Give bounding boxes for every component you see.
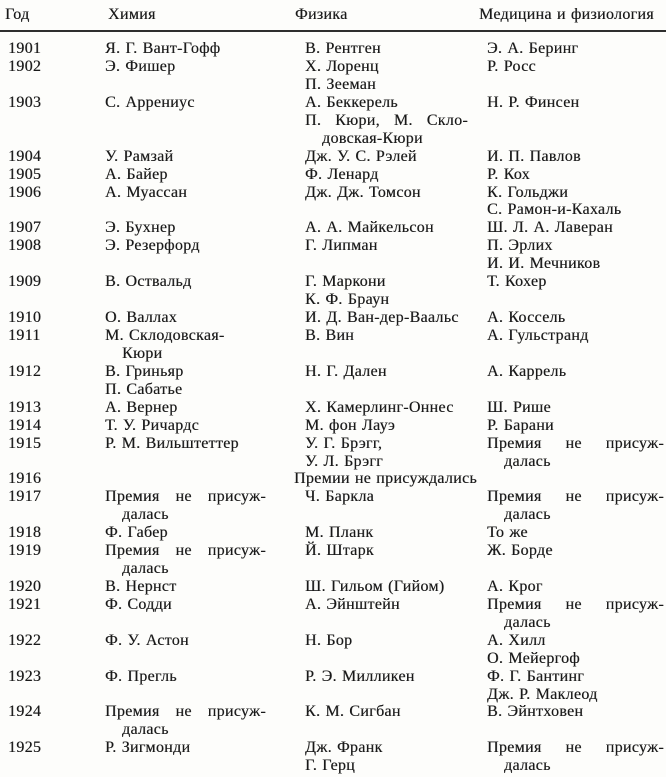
laureate-name: Ж. Борде (487, 542, 553, 560)
table-row (0, 399, 666, 417)
laureate-name: У. Л. Брэгг (305, 452, 384, 470)
physics-cell (305, 166, 487, 184)
medicine-cell (487, 94, 666, 112)
laureate-name: В. Гриньяр (105, 362, 184, 380)
year-cell: 1916 (8, 470, 42, 488)
not-awarded-note: Премия не присуж- (487, 434, 664, 452)
medicine-cell (487, 237, 666, 273)
physics-cell (305, 632, 487, 650)
medicine-cell (487, 668, 666, 704)
table-row (0, 184, 666, 220)
laureate-name: В. Рентген (305, 40, 381, 57)
physics-cell (305, 435, 487, 471)
medicine-cell (487, 219, 666, 237)
medicine-cell (487, 363, 666, 381)
table-row (0, 40, 666, 58)
laureate-name: Ф. Г. Бантинг (487, 667, 585, 685)
laureate-name: А. Вернер (105, 398, 178, 416)
not-awarded-note: То же (487, 524, 528, 542)
medicine-cell (487, 435, 666, 471)
laureate-name: Ф. Содди (105, 596, 172, 614)
year-cell: 1922 (8, 631, 42, 649)
laureate-name: Э. А. Беринг (487, 40, 579, 57)
medicine-cell (487, 542, 666, 560)
not-awarded-note: Премия не присуж- (487, 739, 664, 757)
laureate-name: Г. Липман (305, 237, 378, 255)
physics-cell (305, 273, 487, 309)
year-cell: 1915 (8, 434, 42, 452)
table-row (0, 578, 666, 596)
medicine-cell (487, 596, 666, 632)
chemistry-cell (105, 148, 305, 166)
year-cell: 1921 (8, 596, 42, 614)
table-row (0, 94, 666, 148)
not-awarded-note: Премия не присуж- (105, 488, 266, 506)
laureate-name: Т. У. Ричардс (105, 416, 200, 434)
laureate-name: А. Хилл (487, 631, 546, 649)
physics-cell (305, 739, 487, 775)
column-header-medicine: Медицина и физиология (479, 6, 654, 23)
laureate-name: Э. Фишер (105, 58, 176, 75)
table-row (0, 327, 666, 363)
table-row (0, 596, 666, 632)
laureate-name: А. Эйнштейн (305, 596, 400, 614)
laureate-name: Ф. У. Астон (105, 631, 189, 649)
laureate-name: И. П. Павлов (487, 147, 581, 165)
year-cell: 1910 (8, 308, 42, 326)
laureate-name: Кюри (122, 344, 163, 362)
chemistry-cell (105, 488, 305, 524)
laureate-name: А. Байер (105, 165, 168, 183)
chemistry-cell (105, 94, 305, 112)
medicine-cell (487, 488, 666, 524)
laureate-name: Ф. Габер (105, 524, 168, 542)
year-cell: 1901 (8, 40, 42, 57)
physics-cell (305, 309, 487, 327)
medicine-cell (487, 578, 666, 596)
laureate-name: А. Муассан (105, 183, 188, 201)
table-row (0, 166, 666, 184)
laureate-name: Ш. Гильом (Гийом) (305, 578, 445, 596)
physics-cell (305, 40, 487, 58)
laureate-name: Р. Кох (487, 165, 530, 183)
physics-cell (305, 488, 487, 506)
not-awarded-note: далась (122, 506, 169, 524)
laureate-name: И. И. Мечников (487, 255, 601, 273)
chemistry-cell (105, 668, 305, 686)
chemistry-cell (105, 219, 305, 237)
laureate-name: А. А. Майкельсон (305, 219, 434, 237)
physics-cell (305, 363, 487, 381)
physics-cell (305, 94, 487, 148)
table-row (0, 632, 666, 668)
medicine-cell (487, 58, 666, 76)
laureate-name: Г. Маркони (305, 273, 386, 291)
table-row (0, 524, 666, 542)
table-row (0, 417, 666, 435)
table-row (0, 668, 666, 704)
table-row (0, 219, 666, 237)
medicine-cell (487, 399, 666, 417)
not-awarded-note: далась (122, 560, 169, 578)
table-row (0, 148, 666, 166)
physics-cell (305, 596, 487, 614)
year-cell: 1907 (8, 219, 42, 237)
chemistry-cell (105, 417, 305, 435)
chemistry-cell (105, 273, 305, 291)
column-header-year: Год (5, 6, 30, 23)
year-cell: 1925 (8, 739, 42, 757)
physics-cell (305, 327, 487, 345)
year-cell: 1914 (8, 416, 42, 434)
not-awarded-note: Премии не присуждались (294, 470, 477, 488)
laureate-name: А. Гульстранд (487, 326, 589, 344)
medicine-cell (487, 524, 666, 542)
physics-cell (305, 58, 487, 94)
laureate-name: П. Кюри, М. Скло- (305, 111, 468, 129)
laureate-name: О. Мейергоф (487, 649, 580, 667)
year-cell: 1909 (8, 273, 42, 291)
laureate-name: Х. Камерлинг-Оннес (305, 398, 454, 416)
laureate-name: Ш. Л. А. Лаверан (487, 219, 613, 237)
laureate-name: Р. Росс (487, 58, 536, 75)
not-awarded-note: далась (504, 506, 551, 524)
table-row (0, 363, 666, 399)
laureate-name: К. Ф. Браун (305, 291, 390, 309)
not-awarded-note: Премия не присуж- (105, 703, 266, 721)
laureate-name: Н. Г. Дален (305, 362, 387, 380)
laureate-name: Дж. Р. Маклеод (487, 685, 598, 703)
year-cell: 1902 (8, 58, 42, 75)
laureate-name: Дж. Дж. Томсон (305, 183, 421, 201)
table-row (0, 542, 666, 578)
year-cell: 1920 (8, 578, 42, 596)
year-cell: 1912 (8, 362, 42, 380)
table-row (0, 435, 666, 471)
laureate-name: А. Коссель (487, 308, 566, 326)
laureate-name: Н. Бор (305, 631, 353, 649)
laureate-name: О. Валлах (105, 308, 178, 326)
physics-cell (305, 668, 487, 686)
laureate-name: А. Каррель (487, 362, 567, 380)
laureate-name: М. Склодовская- (105, 326, 225, 344)
laureate-name: Н. Р. Финсен (487, 93, 580, 111)
laureate-name: Р. Э. Милликен (305, 667, 415, 685)
physics-cell (305, 703, 487, 721)
laureate-name: Р. Барани (487, 416, 554, 434)
medicine-cell (487, 632, 666, 668)
physics-cell (305, 417, 487, 435)
table-row (0, 703, 666, 739)
chemistry-cell (105, 524, 305, 542)
physics-cell (305, 237, 487, 255)
laureate-name: Г. Герц (305, 757, 356, 775)
laureate-name: С. Аррениус (105, 93, 195, 111)
not-awarded-note: Премия не присуж- (487, 596, 664, 614)
physics-cell (305, 542, 487, 560)
laureate-name: П. Сабатье (105, 380, 183, 398)
medicine-cell (487, 148, 666, 166)
laureate-name: Х. Лоренц (305, 58, 379, 75)
chemistry-cell (105, 309, 305, 327)
laureate-name: У. Г. Брэгг, (305, 434, 383, 452)
table-body (0, 32, 666, 775)
year-cell: 1924 (8, 703, 42, 721)
year-cell: 1903 (8, 93, 42, 111)
medicine-cell (487, 184, 666, 220)
year-cell: 1923 (8, 667, 42, 685)
year-cell: 1908 (8, 237, 42, 255)
table-row (0, 58, 666, 94)
medicine-cell (487, 327, 666, 345)
laureate-name: В. Нернст (105, 578, 177, 596)
laureate-name: А. Крог (487, 578, 543, 596)
physics-cell (305, 524, 487, 542)
chemistry-cell (105, 166, 305, 184)
medicine-cell (487, 273, 666, 291)
not-awarded-note: далась (122, 721, 169, 739)
laureate-name: П. Эрлих (487, 237, 553, 255)
chemistry-cell (105, 40, 305, 58)
laureate-name: Р. М. Вильштеттер (105, 434, 239, 452)
laureate-name: С. Рамон-и-Кахаль (487, 201, 622, 219)
chemistry-cell (105, 435, 305, 453)
not-awarded-note: Премия не присуж- (105, 542, 266, 560)
physics-cell (305, 219, 487, 237)
medicine-cell (487, 739, 666, 775)
table-row (0, 237, 666, 273)
table-row (0, 488, 666, 524)
year-cell: 1911 (8, 326, 41, 344)
table-header (0, 0, 666, 32)
laureate-name: Дж. Франк (305, 739, 383, 757)
laureate-name: К. М. Сигбан (305, 703, 401, 721)
laureate-name: Дж. У. С. Рэлей (305, 147, 417, 165)
chemistry-cell (105, 632, 305, 650)
not-awarded-note: далась (504, 613, 551, 631)
table-row (0, 273, 666, 309)
laureate-name: П. Зееман (305, 75, 376, 93)
column-header-physics: Физика (295, 6, 348, 23)
laureate-name: Й. Штарк (305, 542, 374, 560)
laureate-name: В. Эйнтховен (487, 703, 584, 721)
medicine-cell (487, 166, 666, 184)
laureate-name: Ч. Баркла (305, 488, 375, 506)
chemistry-cell (105, 399, 305, 417)
chemistry-cell (105, 58, 305, 76)
year-cell: 1913 (8, 398, 42, 416)
laureate-name: Ш. Рише (487, 398, 551, 416)
not-awarded-note: далась (504, 757, 551, 775)
chemistry-cell (105, 739, 305, 757)
chemistry-cell (105, 703, 305, 739)
laureate-name: Ф. Прегль (105, 667, 177, 685)
chemistry-cell (105, 363, 305, 399)
laureate-name: И. Д. Ван-дер-Ваальс (305, 308, 459, 326)
table-row (0, 739, 666, 775)
year-cell: 1905 (8, 165, 42, 183)
column-header-chemistry: Химия (108, 6, 156, 23)
physics-cell (305, 148, 487, 166)
medicine-cell (487, 703, 666, 721)
laureate-name: довская-Кюри (322, 129, 423, 147)
laureate-name: М. фон Лауэ (305, 416, 396, 434)
chemistry-cell (105, 237, 305, 255)
chemistry-cell (105, 184, 305, 202)
laureate-name: Т. Кохер (487, 273, 547, 291)
table-row (0, 470, 666, 488)
laureate-name: В. Оствальд (105, 273, 192, 291)
laureate-name: М. Планк (305, 524, 374, 542)
laureate-name: Э. Бухнер (105, 219, 176, 237)
chemistry-cell (105, 327, 305, 363)
year-cell: 1906 (8, 183, 42, 201)
laureate-name: Ф. Ленард (305, 165, 379, 183)
laureate-name: А. Беккерель (305, 93, 398, 111)
medicine-cell (487, 417, 666, 435)
laureate-name: Я. Г. Вант-Гофф (105, 40, 221, 57)
laureate-name: Р. Зигмонди (105, 739, 191, 757)
medicine-cell (487, 40, 666, 58)
table-row (0, 309, 666, 327)
year-cell: 1917 (8, 488, 42, 506)
laureate-name: К. Гольджи (487, 183, 569, 201)
laureate-name: Э. Резерфорд (105, 237, 200, 255)
physics-cell (305, 578, 487, 596)
not-awarded-note: далась (504, 452, 551, 470)
laureate-name: В. Вин (305, 326, 355, 344)
year-cell: 1919 (8, 542, 42, 560)
chemistry-cell (105, 596, 305, 614)
physics-cell (305, 399, 487, 417)
chemistry-cell (105, 542, 305, 578)
chemistry-cell (105, 578, 305, 596)
medicine-cell (487, 309, 666, 327)
year-cell: 1904 (8, 147, 42, 165)
not-awarded-note: Премия не присуж- (487, 488, 664, 506)
year-cell: 1918 (8, 524, 42, 542)
laureate-name: У. Рамзай (105, 147, 174, 165)
physics-cell (305, 184, 487, 202)
merged-cell (105, 470, 666, 488)
